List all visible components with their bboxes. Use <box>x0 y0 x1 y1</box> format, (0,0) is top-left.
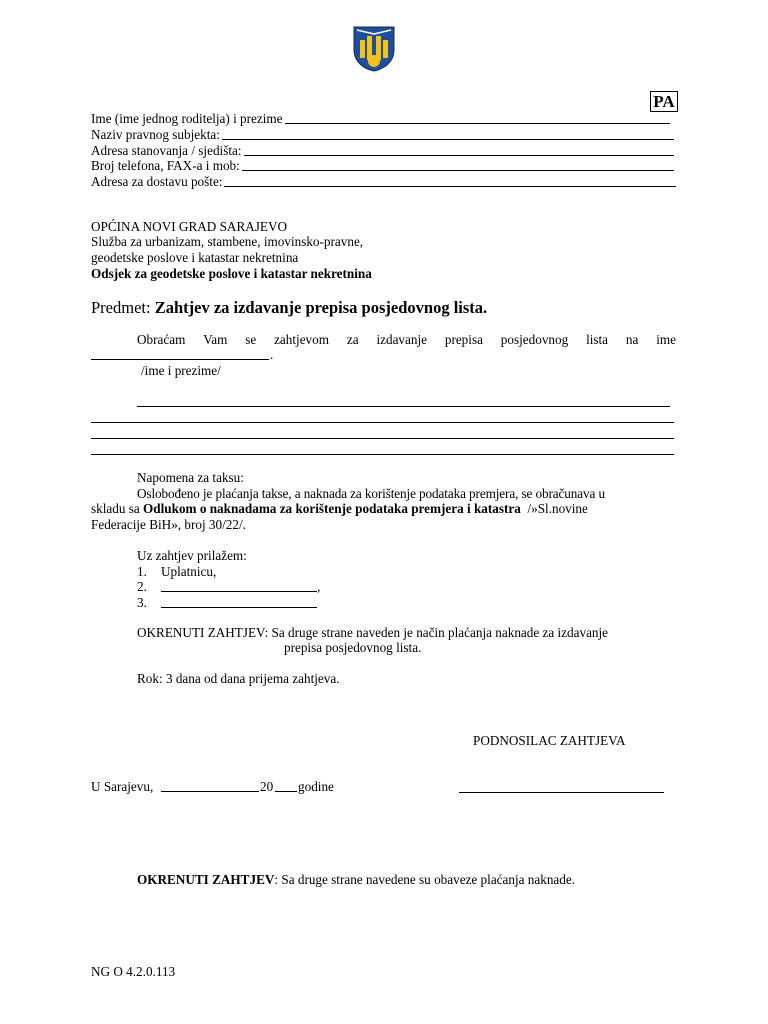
deadline: Rok: 3 dana od dana prijema zahtjeva. <box>137 671 340 686</box>
subject <box>91 298 487 318</box>
recipient-line-4: Odsjek za geodetske poslove i katastar nekretnina <box>91 266 372 281</box>
field-phone[interactable] <box>91 158 674 174</box>
signature-line[interactable] <box>459 792 664 793</box>
subject-label: Predmet: <box>91 298 151 317</box>
blank-line-1[interactable] <box>137 406 670 407</box>
field-address-label: Adresa stanovanja / sjedišta: <box>91 143 242 158</box>
recipient-line-3: geodetske poslove i katastar nekretnina <box>91 250 299 265</box>
signature-label: PODNOSILAC ZAHTJEVA <box>473 733 626 748</box>
field-name-label: Ime (ime jednog roditelja) i prezime <box>91 111 283 126</box>
municipality-crest-icon <box>353 26 395 72</box>
field-mail-address-label: Adresa za dostavu pošte: <box>91 174 223 189</box>
field-name[interactable] <box>91 111 670 127</box>
field-legal-entity[interactable] <box>91 127 674 143</box>
date-place-field[interactable] <box>91 779 351 795</box>
attachment-item-3[interactable]: 3. <box>137 595 327 611</box>
footer-code: NG O 4.2.0.113 <box>91 964 176 979</box>
blank-line-2[interactable] <box>91 422 674 423</box>
place-label: U Sarajevu, <box>91 779 154 794</box>
field-phone-label: Broj telefona, FAX-a i mob: <box>91 158 240 173</box>
blank-line-3[interactable] <box>91 438 674 439</box>
attachment-item-2[interactable]: 2. , <box>137 579 321 594</box>
year-prefix: 20 <box>260 779 274 794</box>
field-legal-entity-label: Naziv pravnog subjekta: <box>91 127 220 142</box>
turn-over-note-2: OKRENUTI ZAHTJEV: Sa druge strane navedene su obaveze plaćanja naknade. <box>137 872 576 887</box>
recipient-line-1: OPĆINA NOVI GRAD SARAJEVO <box>91 219 287 234</box>
attachment-item-1: 1. Uplatnicu, <box>137 564 217 579</box>
attachments-title: Uz zahtjev prilažem: <box>137 548 247 563</box>
note-title: Napomena za taksu: <box>137 470 244 485</box>
note-line-3: Federacije BiH», broj 30/22/. <box>91 517 246 532</box>
blank-line-4[interactable] <box>91 454 674 455</box>
field-address[interactable] <box>91 143 674 159</box>
turn-over-note-1: OKRENUTI ZAHTJEV: Sa druge strane naveden je način plaćanja naknade za izdavanje <box>137 625 609 640</box>
note-line-2: skladu sa Odlukom o naknadama za korištenje podataka premjera i katastra /»Sl.novine <box>91 501 588 516</box>
turn-over-note-1-cont: prepisa posjedovnog lista. <box>284 640 422 655</box>
note-line-1: Oslobođeno je plaćanja takse, a naknada za korištenje podataka premjera, se obračunava u <box>137 486 605 501</box>
year-suffix: godine <box>298 779 334 794</box>
field-mail-address[interactable] <box>91 174 676 190</box>
recipient-line-2: Služba za urbanizam, stambene, imovinsko-pravne, <box>91 234 364 249</box>
subject-text: Zahtjev za izdavanje prepisa posjedovnog lista. <box>154 298 488 317</box>
request-name-hint: /ime i prezime/ <box>141 363 221 378</box>
request-line: Obraćam Vam se zahtjevom za izdavanje prepisa posjedovnog lista na ime <box>137 332 676 347</box>
form-code-box: PA <box>650 91 678 112</box>
